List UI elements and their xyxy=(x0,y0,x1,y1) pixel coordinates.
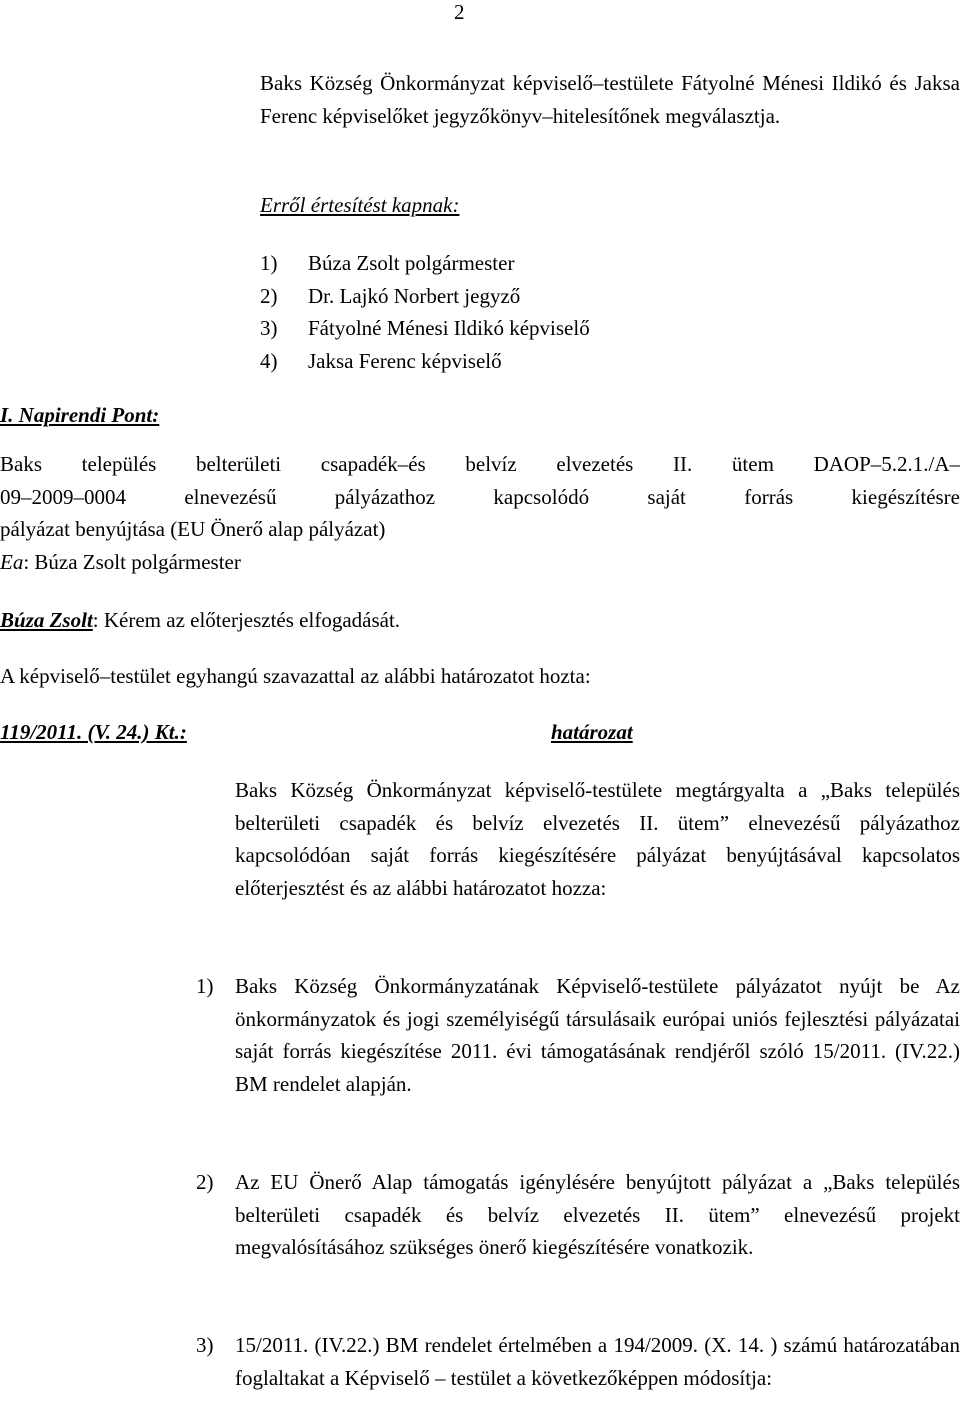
speech-text: : Kérem az előterjesztés elfogadását. xyxy=(92,608,401,632)
list-number: 3) xyxy=(196,1333,214,1357)
speaker-name: Búza Zsolt xyxy=(0,608,93,632)
list-text: Dr. Lajkó Norbert jegyző xyxy=(308,283,521,308)
list-text: Az EU Önerő Alap támogatás igénylésére benyújtott pályázat a „Baks település belterületi csapadék és belvíz elvezetés II. ütem” elnevezésű projekt megvalósításához szükséges önerő kiegészítésére vonatkozik. xyxy=(235,1170,960,1259)
list-text: Fátyolné Ménesi Ildikó képviselő xyxy=(308,316,590,340)
list-item xyxy=(196,970,960,1100)
intro-paragraph: Baks Község Önkormányzat képviselő–testülete Fátyolné Ménesi Ildikó és Jaksa Ferenc képviselőket jegyzőkönyv–hitelesítőnek megválasztja. xyxy=(260,71,960,128)
agenda-line: Baks település belterületi csapadék–és belvíz elvezetés II. ütem DAOP–5.2.1./A– xyxy=(0,452,960,476)
page-number: 2 xyxy=(454,0,465,24)
list-text: Jaksa Ferenc képviselő xyxy=(308,348,502,373)
agenda-line: 09–2009–0004 elnevezésű pályázathoz kapcsolódó saját forrás kiegészítésre xyxy=(0,484,960,509)
agenda-heading: I. Napirendi Pont: xyxy=(0,403,160,427)
presenter-value: : Búza Zsolt polgármester xyxy=(23,549,241,574)
list-number: 3) xyxy=(260,316,278,340)
list-text: Búza Zsolt polgármester xyxy=(308,251,515,275)
list-item xyxy=(260,280,590,313)
list-number: 2) xyxy=(196,1170,214,1194)
recipients-list xyxy=(260,247,590,377)
resolution-body: Baks Község Önkormányzat képviselő-testülete megtárgyalta a „Baks település belterületi csapadék és belvíz elvezetés II. ütem” elnevezésű pályázathoz kapcsolódóan saját forrás kiegészítésére pályázat benyújtásával kapcsolatos előterjesztést és az alábbi határozatot hozza: xyxy=(235,778,960,900)
list-item xyxy=(196,1329,960,1394)
resolution-word: határozat xyxy=(551,720,633,744)
list-text: 15/2011. (IV.22.) BM rendelet értelmében a 194/2009. (X. 14. ) számú határozatában foglaltakat a Képviselő – testület a következőképpen módosítja: xyxy=(235,1333,960,1390)
presenter-label: Ea xyxy=(0,549,24,574)
speech xyxy=(0,604,400,637)
list-item xyxy=(260,312,590,345)
list-number: 2) xyxy=(260,283,278,308)
list-text: Baks Község Önkormányzatának Képviselő-testülete pályázatot nyújt be Az önkormányzatok és jogi személyiségű társulásaik európai uniós fejlesztési pályázatai saját forrás kiegészítése 2011. évi támogatásának rendjéről szóló 15/2011. (IV.22.) BM rendelet alapján. xyxy=(235,974,960,1096)
vote-text: A képviselő–testület egyhangú szavazattal az alábbi határozatot hozta: xyxy=(0,664,591,688)
list-number: 4) xyxy=(260,348,278,373)
list-number: 1) xyxy=(260,251,278,275)
agenda-line: pályázat benyújtása (EU Önerő alap pályázat) xyxy=(0,517,386,541)
agenda-presenter xyxy=(0,546,960,579)
list-number: 1) xyxy=(196,974,214,998)
resolution-number: 119/2011. (V. 24.) Kt.: xyxy=(0,720,187,744)
agenda-block xyxy=(0,448,960,578)
list-item xyxy=(260,345,590,378)
recipients-title: Erről értesítést kapnak: xyxy=(260,193,460,217)
list-item xyxy=(196,1166,960,1264)
list-item xyxy=(260,247,590,280)
